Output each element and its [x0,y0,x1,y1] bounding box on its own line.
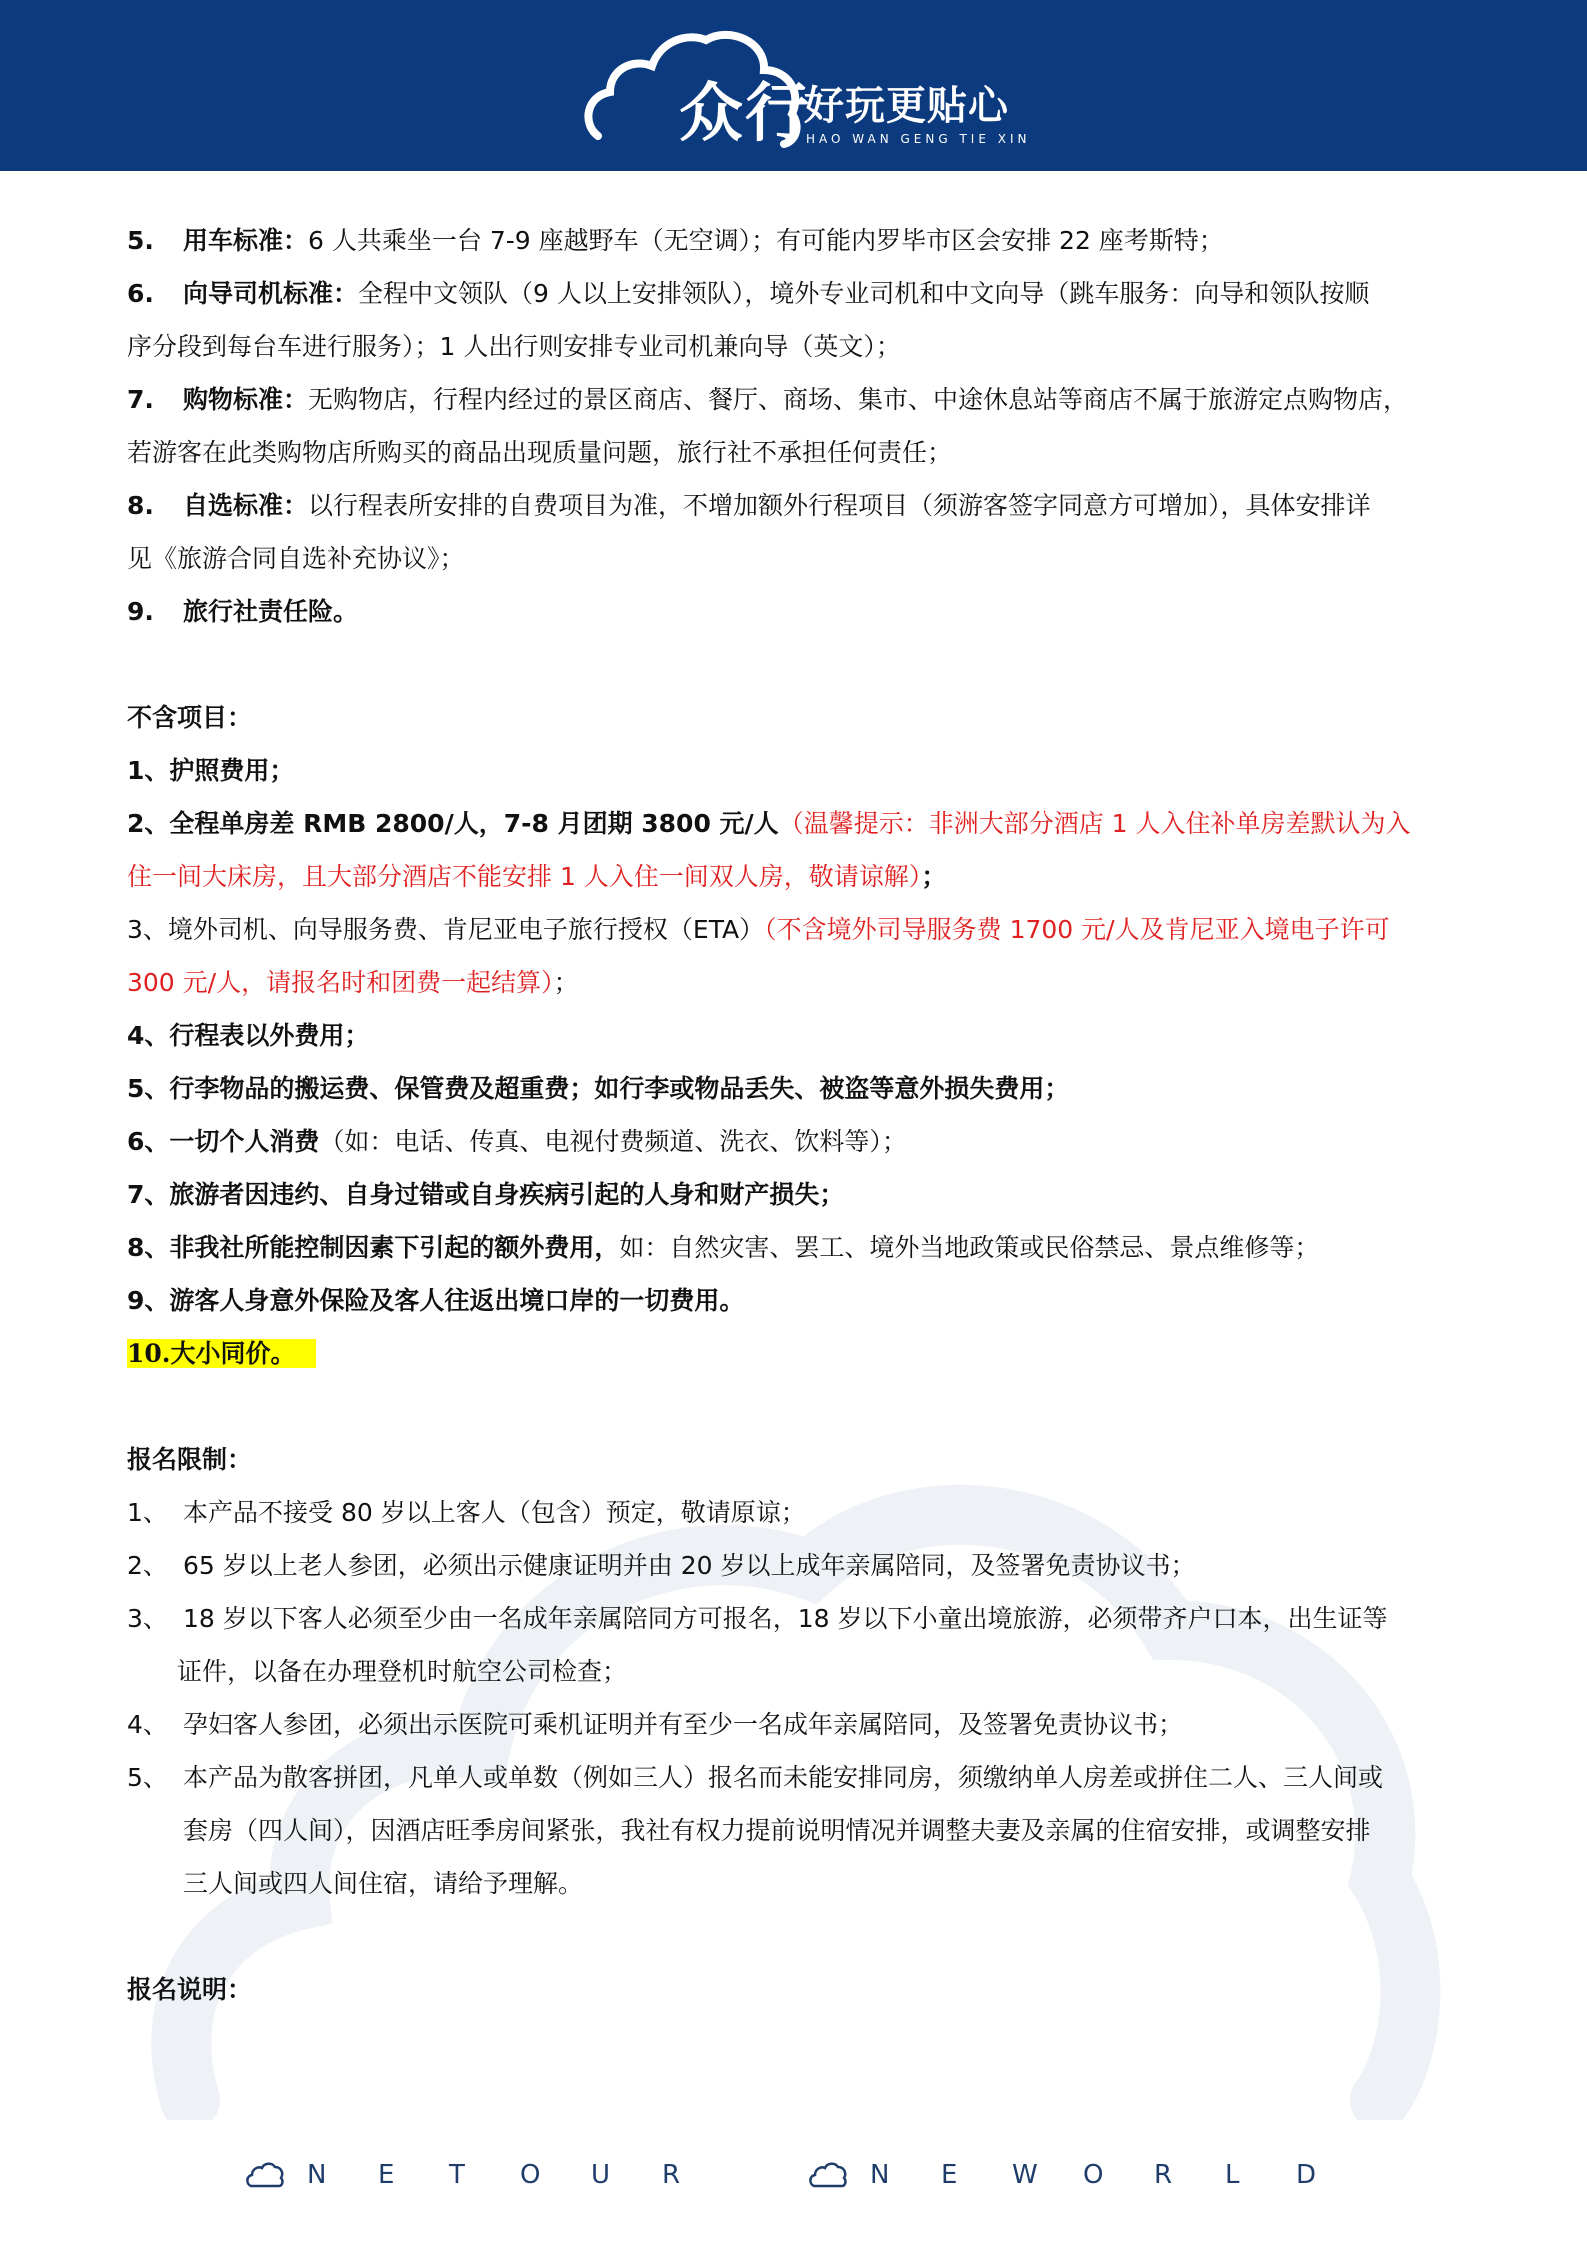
list-item: 7、旅游者因违约、自身过错或自身疾病引起的人身和财产损失； [127,1180,845,1209]
list-item-continuation: 若游客在此类购物店所购买的商品出现质量问题，旅行社不承担任何责任； [127,438,953,467]
excluded-section [127,691,1477,1380]
list-item: 6、一切个人消费（如：电话、传真、电视付费频道、洗衣、饮料等）； [127,1127,907,1156]
list-item: 1、 本产品不接受 80 岁以上客人（包含）预定，敬请原谅； [127,1498,806,1527]
list-item: 7. 购物标准：无购物店，行程内经过的景区商店、餐厅、商场、集市、中途休息站等商店不属于旅游定点购物店， [127,385,1409,414]
footer-letter: E [378,2160,395,2190]
footer-letter: W [1012,2160,1038,2190]
footer-letter: R [1154,2160,1173,2190]
list-item: 8. 自选标准：以行程表所安排的自费项目为准，不增加额外行程项目（须游客签字同意方可增加），具体安排详 [127,491,1371,520]
section-title-limits: 报名限制： [127,1445,253,1474]
service-standards-list [127,214,1477,638]
list-item-continuation: 见《旅游合同自选补充协议》； [127,544,465,573]
footer-cloud-icon [245,2160,285,2190]
footer-letter: L [1225,2160,1240,2190]
footer-cloud-icon [808,2160,848,2190]
list-item: 9. 旅行社责任险。 [127,597,359,626]
footer-letter: U [591,2160,611,2190]
list-item-highlighted: 10.大小同价。 [127,1327,1477,1380]
brand-logo [580,24,1031,154]
footer-letter: N [870,2160,890,2190]
signup-notes-section [127,1963,1477,2016]
list-item-continuation: 序分段到每台车进行服务）；1 人出行则安排专业司机兼向导（英文）； [127,332,901,361]
section-title-notes: 报名说明： [127,1975,253,2004]
list-item-continuation: 套房（四人间），因酒店旺季房间紧张，我社有权力提前说明情况并调整夫妻及亲属的住宿安排，或调整安排 [183,1816,1371,1845]
list-item-continuation: 证件，以备在办理登机时航空公司检查； [177,1657,628,1686]
list-item-continuation: 住一间大床房，且大部分酒店不能安排 1 人入住一间双人房，敬请谅解）； [127,862,947,891]
list-item-continuation: 300 元/人，请报名时和团费一起结算）； [127,968,579,997]
list-item: 3、 18 岁以下客人必须至少由一名成年亲属陪同方可报名，18 岁以下小童出境旅游，必须带齐户口本，出生证等 [127,1604,1388,1633]
page-footer [0,2160,1587,2210]
document-body [127,214,1477,2016]
list-item: 8、非我社所能控制因素下引起的额外费用，如：自然灾害、罢工、境外当地政策或民俗禁忌、景点维修等； [127,1233,1320,1262]
brand-slogan: 好玩更贴心 [804,83,1009,129]
brand-slogan-pinyin: HAO WAN GENG TIE XIN [806,132,1031,146]
list-item: 4、 孕妇客人参团，必须出示医院可乘机证明并有至少一名成年亲属陪同，及签署免责协议书； [127,1710,1184,1739]
footer-letter: T [449,2160,465,2190]
footer-letter: N [307,2160,327,2190]
list-item-continuation: 三人间或四人间住宿，请给予理解。 [183,1869,584,1898]
section-title-excluded: 不含项目： [127,703,253,732]
footer-word-onetour [245,2160,733,2190]
footer-letter: O [520,2160,541,2190]
footer-letter: E [941,2160,958,2190]
footer-letter: D [1296,2160,1317,2190]
page-header [0,0,1587,171]
list-item: 5. 用车标准：6 人共乘坐一台 7-9 座越野车（无空调）；有可能内罗毕市区会安排 22 座考斯特； [127,226,1224,255]
list-item: 9、游客人身意外保险及客人往返出境口岸的一切费用。 [127,1286,745,1315]
list-item: 3、境外司机、向导服务费、肯尼亚电子旅行授权（ETA）（不含境外司导服务费 1700 元/人及肯尼亚入境电子许可 [127,915,1390,944]
list-item: 1、护照费用； [127,756,295,785]
footer-letter: O [1083,2160,1104,2190]
brand-name: 众行 [679,77,811,151]
footer-word-oneworld [808,2160,1367,2190]
list-item: 5、行李物品的搬运费、保管费及超重费；如行李或物品丢失、被盗等意外损失费用； [127,1074,1070,1103]
list-item: 6. 向导司机标准：全程中文领队（9 人以上安排领队），境外专业司机和中文向导（跳车服务：向导和领队按顺 [127,279,1370,308]
signup-limits-section [127,1433,1477,1910]
list-item: 2、全程单房差 RMB 2800/人，7-8 月团期 3800 元/人（温馨提示：非洲大部分酒店 1 人入住补单房差默认为入 [127,809,1411,838]
list-item: 2、 65 岁以上老人参团，必须出示健康证明并由 20 岁以上成年亲属陪同，及签署免责协议书； [127,1551,1196,1580]
footer-letter: R [662,2160,681,2190]
list-item: 5、 本产品为散客拼团，凡单人或单数（例如三人）报名而未能安排同房，须缴纳单人房差或拼住二人、三人间或 [127,1763,1384,1792]
list-item: 4、行程表以外费用； [127,1021,370,1050]
